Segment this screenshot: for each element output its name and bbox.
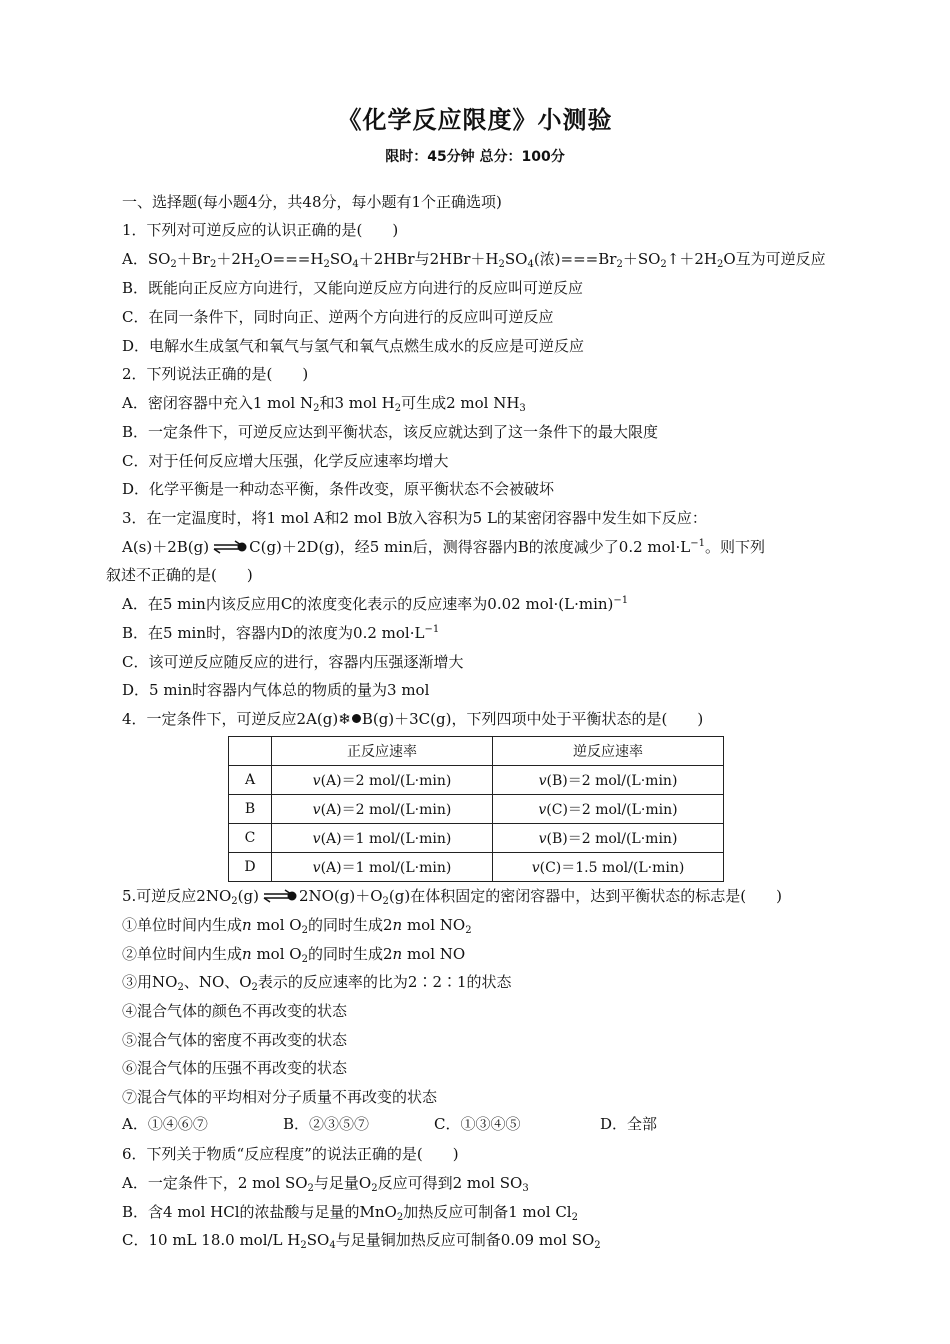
q5-statement-6: ⑥混合气体的压强不再改变的状态 [122, 1059, 348, 1077]
table-cell: v(C)＝2 mol/(L·min) [493, 795, 724, 824]
q6-option-c: C．10 mL 18.0 mol/L $H_2SO_4$与足量铜加热反应可制备0.09 mol $SO_2$ [122, 1231, 601, 1251]
q5-statement-1: ①单位时间内生成n mol $O_2$的同时生成2n mol $NO_2$ [122, 916, 472, 936]
equilibrium-arrow-icon [261, 889, 297, 903]
q2-option-d: D．化学平衡是一种动态平衡，条件改变，原平衡状态不会被破坏 [122, 480, 555, 498]
q3-stem-cont: 叙述不正确的是( ) [106, 566, 253, 584]
q5-statement-2: ②单位时间内生成n mol $O_2$的同时生成2n mol NO [122, 945, 466, 965]
q2-option-a: A．密闭容器中充入1 mol $N_2$和3 mol $H_2$可生成2 mol $NH_3$ [122, 394, 526, 414]
q2-option-b: B．一定条件下，可逆反应达到平衡状态，该反应就达到了这一条件下的最大限度 [122, 423, 659, 441]
table-row [229, 766, 724, 795]
table-cell: v(A)＝1 mol/(L·min) [272, 853, 493, 882]
table-header-cell [229, 737, 272, 766]
q5-statement-4: ④混合气体的颜色不再改变的状态 [122, 1002, 348, 1020]
table-cell: v(B)＝2 mol/(L·min) [493, 824, 724, 853]
q3-equation: A(s)＋2B(g) C(g)＋2D(g)，经5 min后，测得容器内B的浓度减少了0.2 $mol\cdot L^{-1}$。则下列 [122, 538, 765, 556]
table-row [229, 853, 724, 882]
table-cell: v(A)＝2 mol/(L·min) [272, 795, 493, 824]
table-header-row [229, 737, 724, 766]
section-heading: 一、选择题(每小题4分，共48分，每小题有1个正确选项) [122, 193, 502, 211]
page-title: 《化学反应限度》小测验 [337, 106, 613, 134]
q2-stem: 2．下列说法正确的是( ) [122, 365, 309, 383]
table-cell: C [229, 824, 272, 853]
q3-option-a: A．在5 min内该反应用C的浓度变化表示的反应速率为0.02 $mol\cdot(L\cdot\min)^{-1}$ [122, 595, 629, 613]
table-header-cell: 逆反应速率 [493, 737, 724, 766]
q5-option-a: A．①④⑥⑦ [122, 1115, 208, 1133]
q5-option-d: D．全部 [600, 1115, 658, 1133]
q3-option-b: B．在5 min时，容器内D的浓度为0.2 $mol\cdot L^{-1}$ [122, 624, 440, 642]
reversible-snowflake-icon: ❄ [338, 710, 351, 728]
q3-stem: 3．在一定温度时，将1 mol A和2 mol B放入容积为5 L的某密闭容器中发生如下反应： [122, 509, 707, 527]
table-cell: v(C)＝1.5 mol/(L·min) [493, 853, 724, 882]
table-header-cell: 正反应速率 [272, 737, 493, 766]
rate-table [228, 736, 724, 882]
table-row [229, 824, 724, 853]
q5-stem: 5.可逆反应$2NO_2(g)$ $2NO(g)+O_2(g)$在体积固定的密闭容器中，达到平衡状态的标志是( ) [122, 887, 782, 907]
time-score-line: 限时：45分钟 总分：100分 [385, 149, 565, 165]
q5-option-b: B．②③⑤⑦ [283, 1115, 370, 1133]
q2-option-c: C．对于任何反应增大压强，化学反应速率均增大 [122, 452, 449, 470]
q1-option-b: B．既能向正反应方向进行，又能向逆反应方向进行的反应叫可逆反应 [122, 279, 584, 297]
table-row [229, 795, 724, 824]
q1-option-a: A．$SO_2+Br_2+2H_2O===H_2SO_4+2HBr$与$2HBr+H_2SO_4$(浓)$===Br_2+SO_2↑+2H_2O$互为可逆反应 [122, 250, 826, 270]
q3-option-c: C．该可逆反应随反应的进行，容器内压强逐渐增大 [122, 653, 464, 671]
table-cell: D [229, 853, 272, 882]
q1-stem: 1．下列对可逆反应的认识正确的是( ) [122, 221, 399, 239]
table-cell: v(B)＝2 mol/(L·min) [493, 766, 724, 795]
q5-statement-7: ⑦混合气体的平均相对分子质量不再改变的状态 [122, 1088, 438, 1106]
table-cell: v(A)＝1 mol/(L·min) [272, 824, 493, 853]
q5-statement-3: ③用$NO_2$、NO、$O_2$表示的反应速率的比为2∶2∶1的状态 [122, 973, 512, 993]
q4-stem: 4．一定条件下，可逆反应2A(g)❄ B(g)＋3C(g)，下列四项中处于平衡状态的是( ) [122, 710, 704, 728]
q6-stem: 6．下列关于物质“反应程度”的说法正确的是( ) [122, 1145, 459, 1163]
equilibrium-dot-icon [352, 714, 361, 723]
q3-option-d: D．5 min时容器内气体总的物质的量为3 mol [122, 681, 430, 699]
q5-option-c: C．①③④⑤ [434, 1115, 521, 1133]
q6-option-b: B．含4 mol HCl的浓盐酸与足量的MnO$_2$加热反应可制备1 mol $Cl_2$ [122, 1203, 578, 1223]
table-cell: v(A)＝2 mol/(L·min) [272, 766, 493, 795]
q1-option-c: C．在同一条件下，同时向正、逆两个方向进行的反应叫可逆反应 [122, 308, 554, 326]
q5-statement-5: ⑤混合气体的密度不再改变的状态 [122, 1031, 348, 1049]
table-cell: B [229, 795, 272, 824]
equilibrium-arrow-icon [211, 540, 247, 554]
q1-option-d: D．电解水生成氢气和氧气与氢气和氧气点燃生成水的反应是可逆反应 [122, 337, 585, 355]
q6-option-a: A．一定条件下，2 mol $SO_2$与足量$O_2$反应可得到2 mol $SO_3$ [122, 1174, 529, 1194]
table-cell: A [229, 766, 272, 795]
